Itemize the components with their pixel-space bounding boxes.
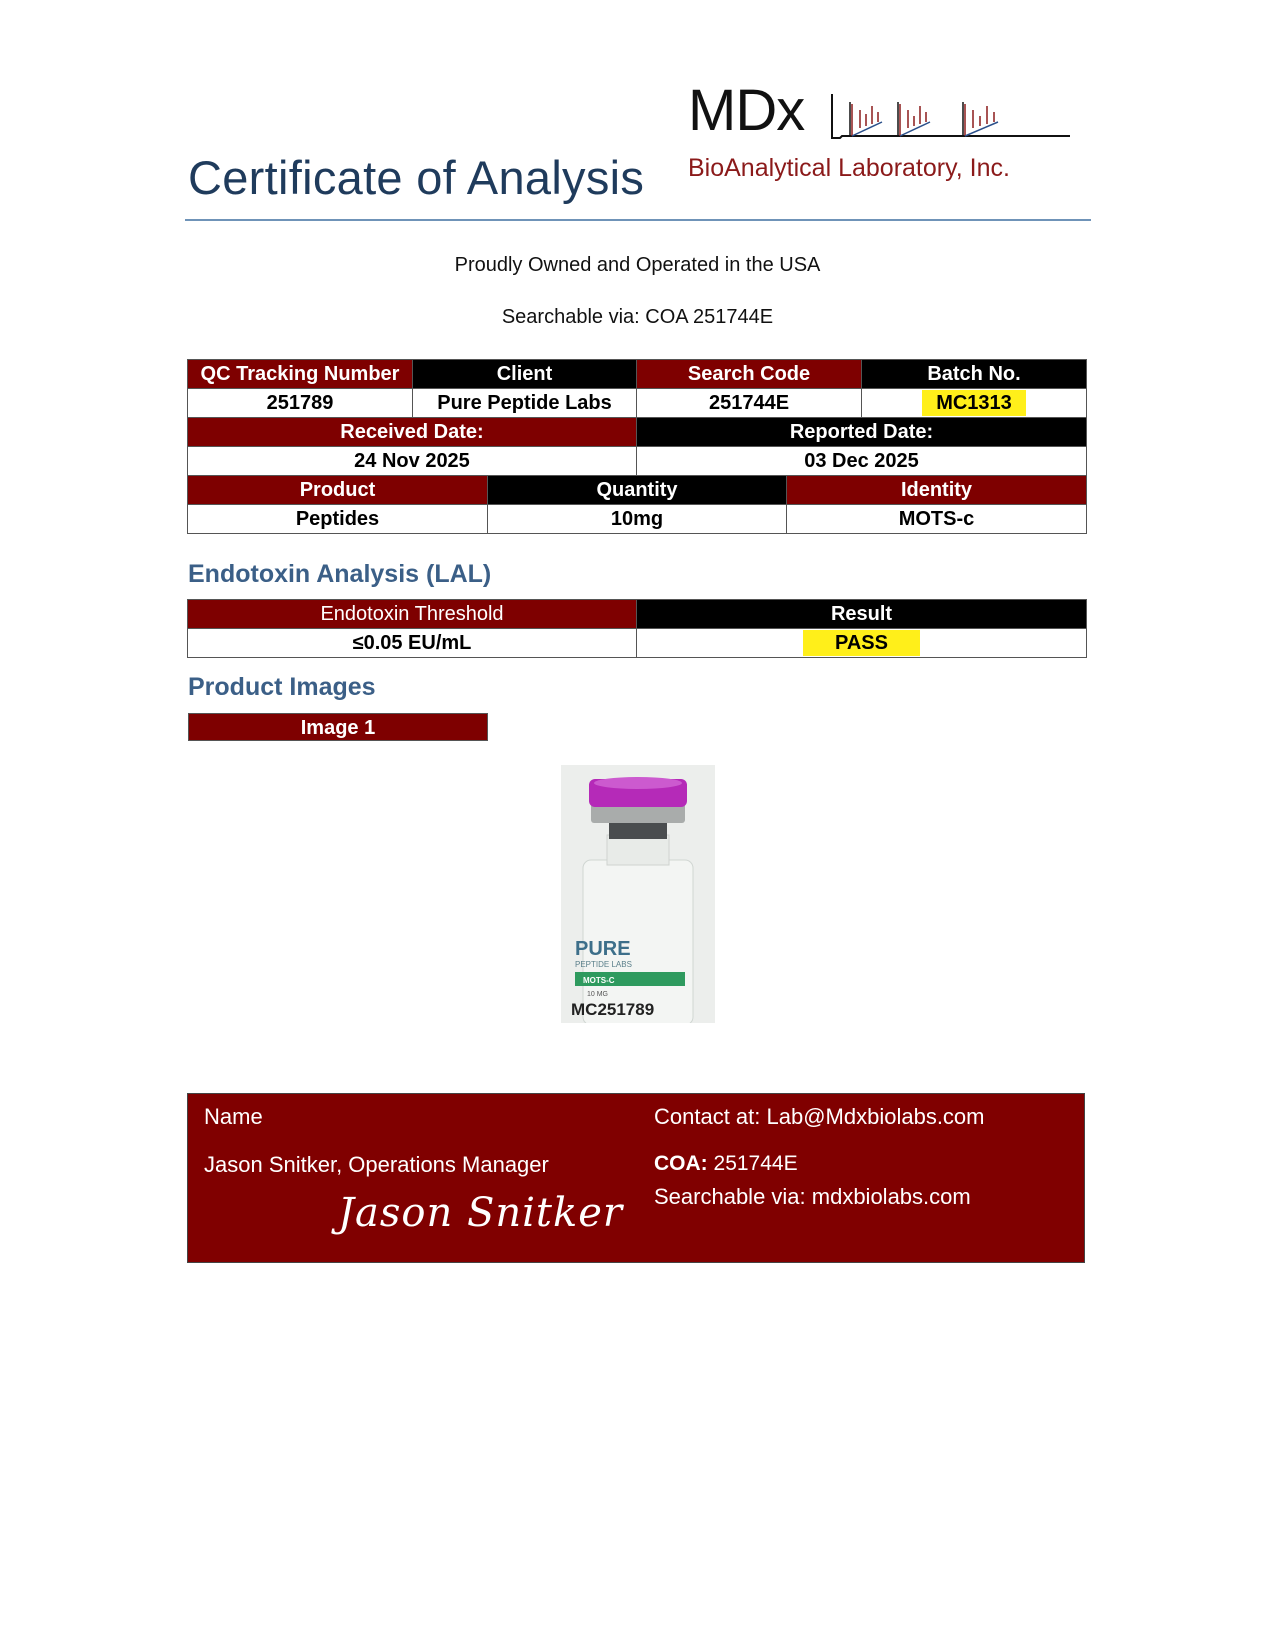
signature-footer: [187, 1093, 1085, 1263]
vial-illustration-icon: [561, 765, 715, 1023]
section-product-images: Product Images: [188, 673, 376, 701]
qc-tracking-value: 251789: [188, 389, 413, 418]
product-table: [187, 475, 1087, 534]
quantity-value: 10mg: [488, 505, 787, 534]
batch-no-cell: [862, 389, 1087, 418]
endotoxin-table: [187, 599, 1087, 658]
logo-subtitle: BioAnalytical Laboratory, Inc.: [688, 154, 1010, 182]
chromatogram-logo-icon: [830, 92, 1075, 142]
header-result: Result: [637, 600, 1087, 629]
searchable-site: Searchable via: mdxbiolabs.com: [654, 1184, 971, 1209]
svg-text:PEPTIDE LABS: PEPTIDE LABS: [575, 960, 632, 969]
reported-date-value: 03 Dec 2025: [637, 447, 1087, 476]
signer-name-title: Jason Snitker, Operations Manager: [204, 1152, 549, 1177]
name-label: Name: [204, 1104, 263, 1129]
search-code-value: 251744E: [637, 389, 862, 418]
contact-email: Contact at: Lab@Mdxbiolabs.com: [654, 1104, 985, 1129]
header-reported-date: Reported Date:: [637, 418, 1087, 447]
signature: Jason Snitker: [338, 1190, 624, 1236]
coa-value: 251744E: [713, 1152, 798, 1175]
svg-text:PURE: PURE: [575, 938, 631, 960]
svg-text:MOTS-C: MOTS-C: [583, 976, 615, 985]
header-divider: [185, 219, 1091, 221]
tagline: Proudly Owned and Operated in the USA: [454, 254, 821, 276]
identity-value: MOTS-c: [787, 505, 1087, 534]
client-value: Pure Peptide Labs: [413, 389, 637, 418]
page-title: Certificate of Analysis: [188, 151, 645, 204]
header-quantity: Quantity: [488, 476, 787, 505]
header-identity: Identity: [787, 476, 1087, 505]
image-1-label: Image 1: [188, 713, 488, 741]
product-value: Peptides: [188, 505, 488, 534]
batch-no-value: MC1313: [922, 390, 1026, 416]
header-batch-no: Batch No.: [862, 360, 1087, 389]
header-product: Product: [188, 476, 488, 505]
section-endotoxin: Endotoxin Analysis (LAL): [188, 560, 492, 588]
header-received-date: Received Date:: [188, 418, 637, 447]
searchable-coa: Searchable via: COA 251744E: [501, 306, 774, 328]
svg-text:10 MG: 10 MG: [587, 991, 609, 998]
header-client: Client: [413, 360, 637, 389]
logo-mdx: MDx: [688, 78, 805, 143]
product-vial-image: [561, 765, 715, 1023]
header-qc-tracking: QC Tracking Number: [188, 360, 413, 389]
result-value: PASS: [803, 630, 920, 656]
result-cell: [637, 629, 1087, 658]
coa-line: [654, 1152, 798, 1176]
header-endotoxin-threshold: Endotoxin Threshold: [188, 600, 637, 629]
threshold-value: ≤0.05 EU/mL: [188, 629, 637, 658]
received-date-value: 24 Nov 2025: [188, 447, 637, 476]
info-table: [187, 359, 1087, 476]
header-search-code: Search Code: [637, 360, 862, 389]
coa-label: COA:: [654, 1152, 708, 1175]
svg-text:MC251789: MC251789: [571, 1000, 655, 1019]
